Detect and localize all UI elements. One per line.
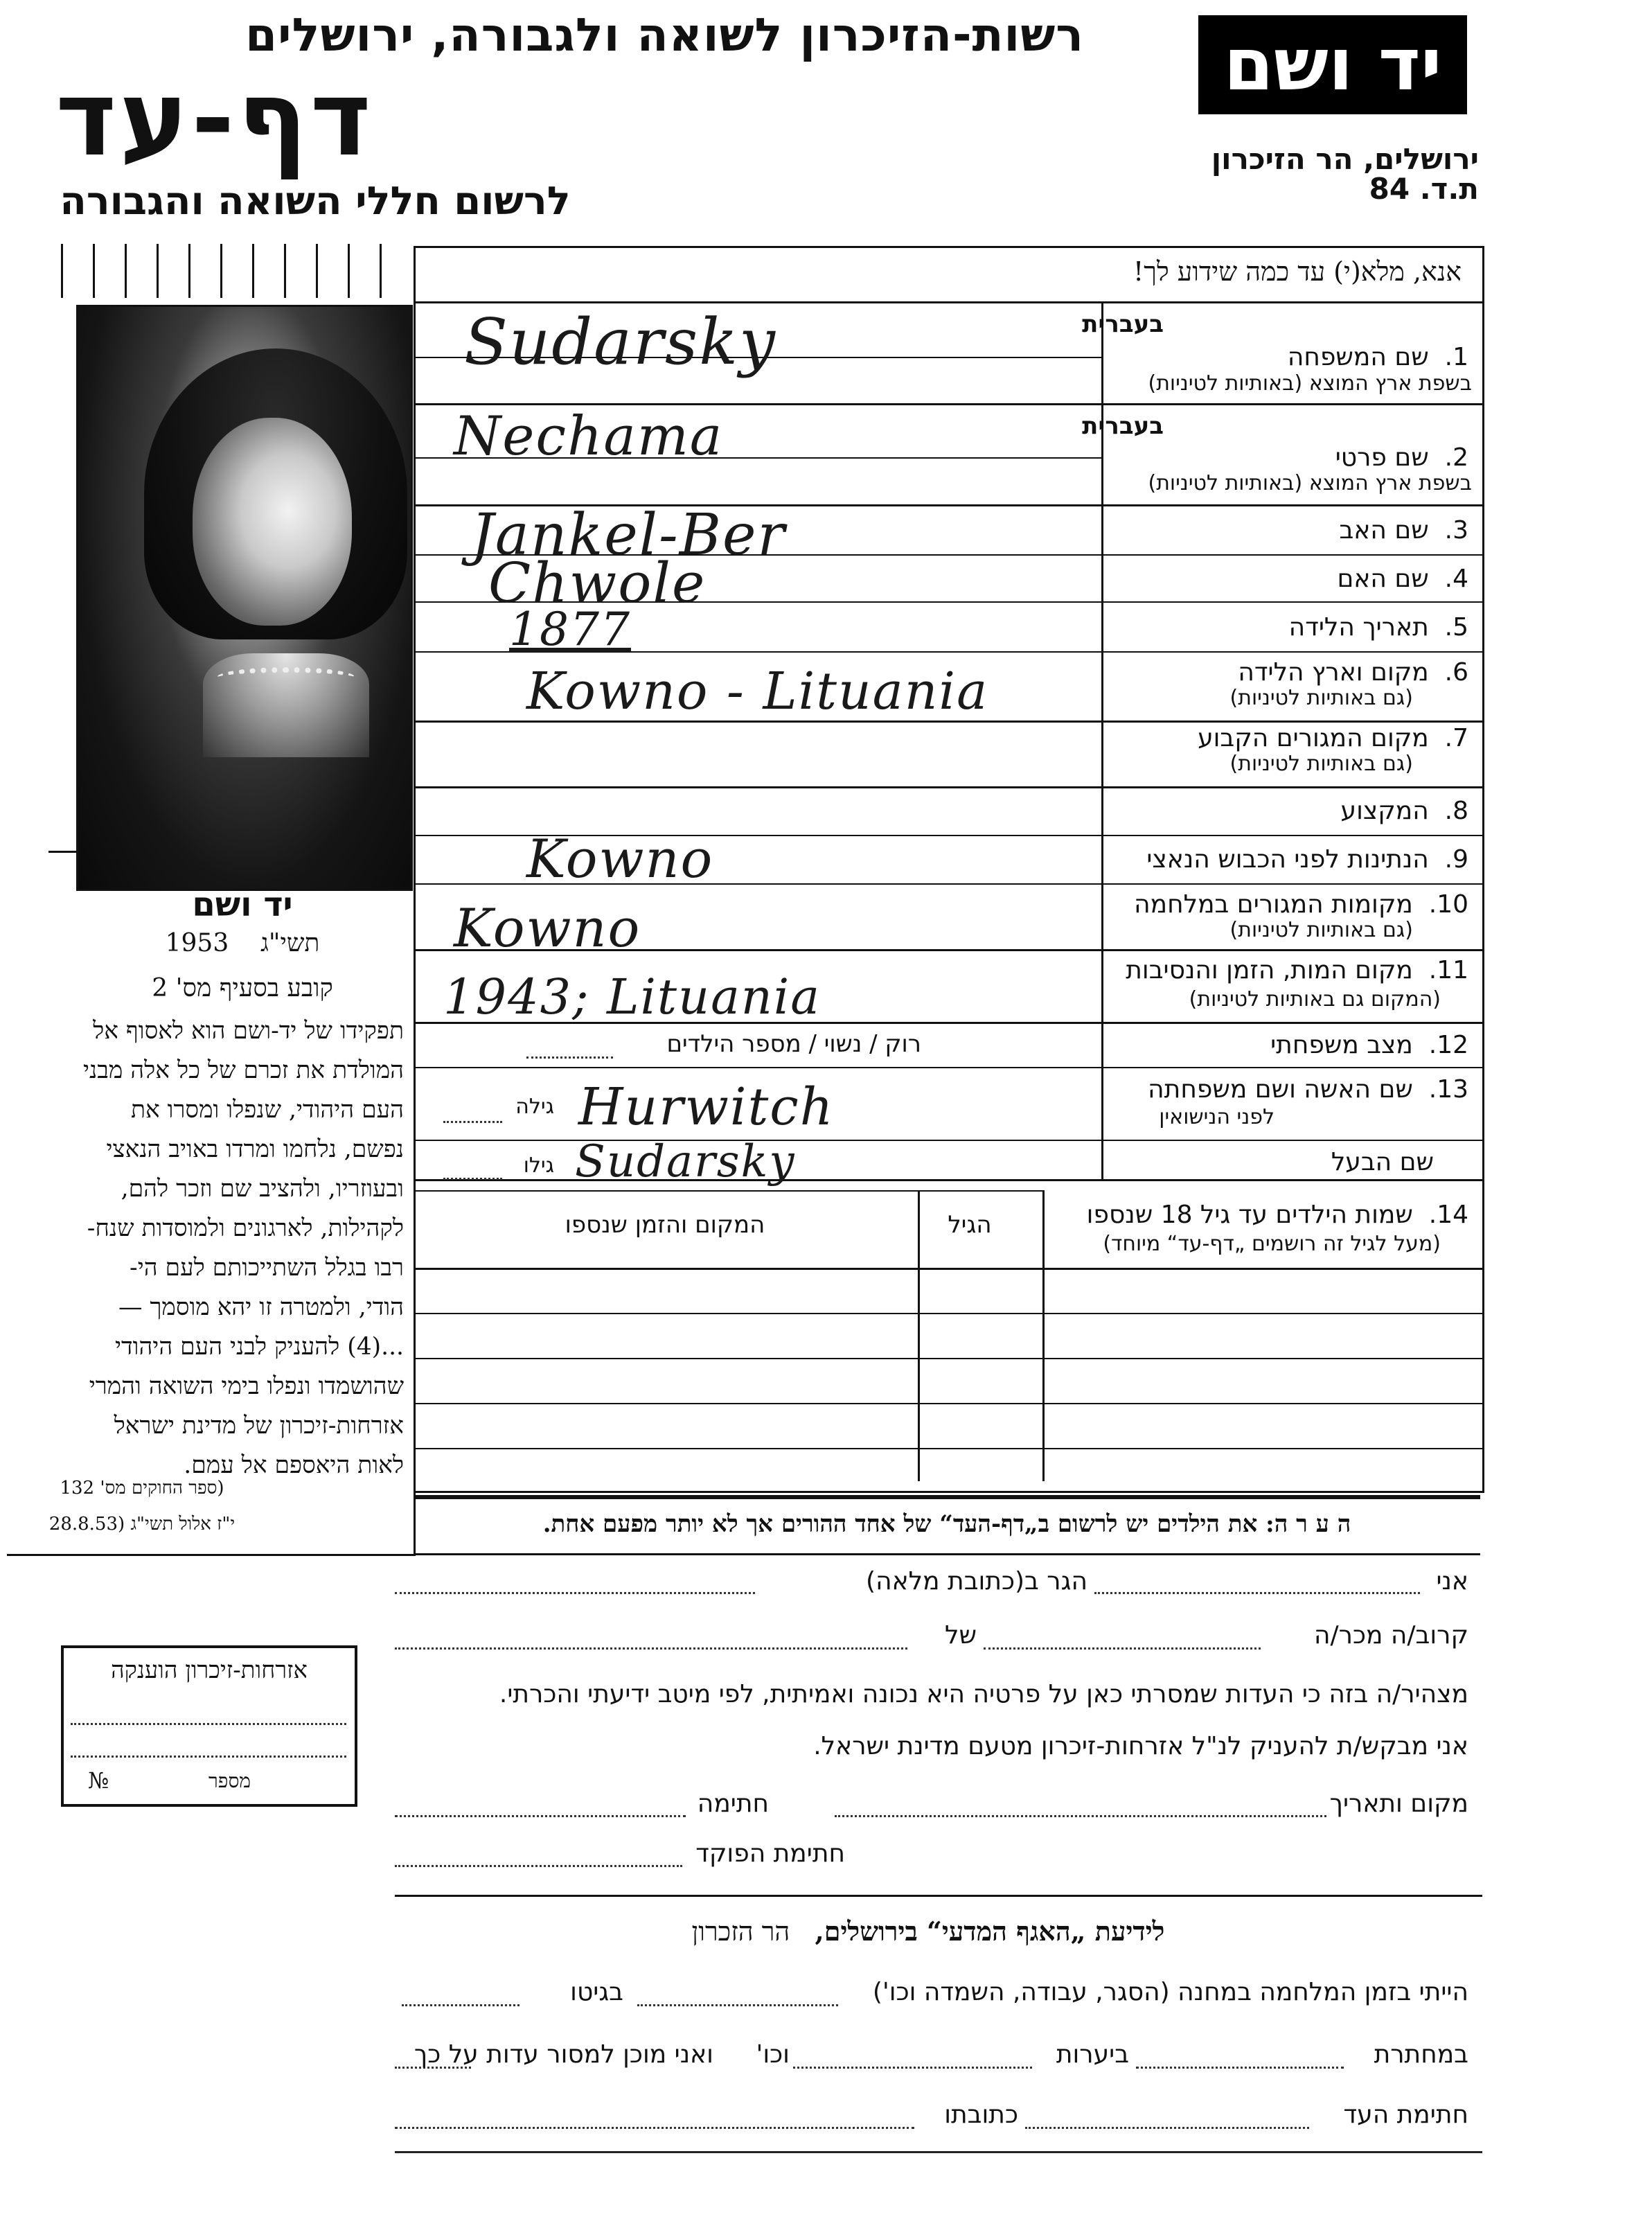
field-num: 7. xyxy=(1444,724,1468,752)
field-label-mother xyxy=(1108,565,1468,593)
relation-line xyxy=(984,1647,1261,1650)
etc-label: וכו' xyxy=(756,2040,790,2069)
law-line: שהושמדו ונפלו בימי השואה והמרי xyxy=(89,1372,404,1400)
field-label-wife xyxy=(1108,1075,1468,1104)
form-subtitle: לרשום חללי השואה והגבורה xyxy=(60,179,571,224)
field-sub: (גם באותיות לטיניות) xyxy=(1229,686,1413,710)
field-label: שם פרטי xyxy=(1335,443,1429,472)
field-num: 4. xyxy=(1444,565,1468,593)
field-label: שם האשה ושם משפחתה xyxy=(1148,1075,1413,1104)
field-num: 10. xyxy=(1428,890,1468,919)
value-wife: Hurwitch xyxy=(578,1077,835,1137)
value-birthdate: 1877 xyxy=(509,603,631,656)
field-sub: (המקום גם באותיות לטיניות) xyxy=(1189,987,1441,1011)
children-title xyxy=(1039,1201,1468,1229)
camp-text: הייתי בזמן המלחמה במחנה (הסגר, עבודה, השמדה וכו') xyxy=(872,1978,1468,2006)
field-label: המקצוע xyxy=(1340,797,1429,825)
field-label-citizenship xyxy=(1108,845,1468,874)
decl-ani: אני xyxy=(1436,1567,1468,1595)
wife-age-line xyxy=(443,1121,502,1123)
underground-label: במחתרת xyxy=(1374,2040,1468,2069)
value-death: 1943; Lituania xyxy=(443,969,821,1025)
signature-line xyxy=(395,1815,686,1817)
law-line: לאות היאספם אל עמם. xyxy=(184,1451,404,1479)
law-line: תפקידו של יד-ושם הוא לאסוף אל xyxy=(93,1017,404,1045)
field-label: שמות הילדים עד גיל 18 שנספו xyxy=(1086,1201,1413,1229)
law-line: ...(4) להעניק לבני העם היהודי xyxy=(114,1333,404,1361)
field-label-father xyxy=(1108,516,1468,545)
witness-address-label: כתובתו xyxy=(944,2101,1018,2129)
citizenship-title: אזרחות-זיכרון הוענקה xyxy=(111,1656,308,1684)
field-label: שם האם xyxy=(1337,565,1429,593)
seal-clause: קובע בסעיף מס' 2 xyxy=(152,974,333,1002)
field-label-marital xyxy=(1108,1031,1468,1059)
field-label-birthplace xyxy=(1108,658,1468,687)
note-box xyxy=(414,1495,1480,1555)
decl-statement: מצהיר/ה בזה כי העדות שמסרתי כאן על פרטיה היא נכונה ואמיתית, לפי מיטב ידיעתי והכרתי. xyxy=(499,1680,1468,1708)
field-num: 5. xyxy=(1444,613,1468,642)
field-label-residence xyxy=(1108,724,1468,752)
form-title: דף-עד xyxy=(55,59,374,179)
field-label-firstname xyxy=(1108,443,1468,472)
law-line: רבו בגלל השתייכותם לעם הי- xyxy=(130,1254,404,1282)
instruction-text: אנא, מלא(י) עד כמה שידוע לך! xyxy=(1133,256,1462,287)
note-text: ה ע ר ה: את הילדים יש לרשום ב„דף-העד“ של אחד ההורים אך לא יותר מפעם אחת. xyxy=(542,1510,1351,1538)
value-surname: Sudarsky xyxy=(464,305,776,379)
value-husband: Sudarsky xyxy=(575,1136,796,1187)
citizenship-box xyxy=(61,1645,357,1807)
field-sub: לפני הנישואין xyxy=(1159,1105,1274,1129)
field-label-death xyxy=(1108,956,1468,984)
law-line: המולדת את זכרם של כל אלה מבני xyxy=(83,1056,404,1084)
field-sub: (גם באותיות לטיניות) xyxy=(1229,918,1413,942)
heading-dept: לידיעת „האגף המדעי“ בירושלים, xyxy=(815,1916,1165,1947)
field-num: 1. xyxy=(1444,343,1468,371)
heading-place: הר הזכרון xyxy=(691,1916,790,1947)
field-num: 2. xyxy=(1444,443,1468,472)
place-date-line xyxy=(835,1815,1326,1817)
address-line xyxy=(395,1592,755,1594)
children-sub: (מעל לגיל זה רושמים „דף-עד“ מיוחד) xyxy=(1103,1232,1441,1256)
value-father: Jankel-Ber xyxy=(471,502,786,568)
forest-line xyxy=(793,2067,1032,2069)
law-date: י"ז אלול תשי"ג (28.8.53 xyxy=(48,1514,236,1535)
children-count-line xyxy=(526,1056,613,1059)
age-label-husband: גילו xyxy=(523,1153,554,1178)
law-line: הודי, ולמטרה זו יהא מוסמך — xyxy=(118,1293,404,1321)
field-num: 6. xyxy=(1444,658,1468,687)
ghetto-label: בגיטו xyxy=(570,1978,623,2006)
field-sub: בשפת ארץ המוצא (באותיות לטיניות) xyxy=(1148,371,1472,396)
value-firstname: Nechama xyxy=(454,405,724,468)
number-sign: № xyxy=(88,1767,109,1794)
field-label: מצב משפחתי xyxy=(1270,1031,1413,1059)
decl-address-label: הגר ב(כתובת מלאה) xyxy=(866,1567,1087,1595)
field-label-surname xyxy=(1108,343,1468,371)
citizenship-number-label: מספר xyxy=(208,1769,251,1792)
field-num: 13. xyxy=(1428,1075,1468,1104)
value-birthplace: Kowno - Lituania xyxy=(526,662,989,721)
law-book: (ספר החוקים מס' 132 xyxy=(60,1478,224,1498)
camp-line xyxy=(637,2004,838,2006)
officer-line xyxy=(395,1865,682,1867)
decl-request: אני מבקש/ת להעניק לנ"ל אזרחות-זיכרון מטעם מדינת ישראל. xyxy=(813,1732,1468,1760)
forest-label: ביערות xyxy=(1056,2040,1129,2069)
portrait-photo xyxy=(76,305,413,891)
field-label-birthdate xyxy=(1108,613,1468,642)
law-line: העם היהודי, שנפלו ומסרו את xyxy=(130,1096,404,1124)
age-label-wife: גילה xyxy=(515,1095,554,1119)
logo-text: יד ושם xyxy=(1223,22,1442,107)
decl-place-date: מקום ותאריך xyxy=(1329,1789,1468,1818)
clip-marks xyxy=(61,244,393,298)
field-num: 12. xyxy=(1428,1031,1468,1059)
field-num: 8. xyxy=(1444,797,1468,825)
ghetto-line xyxy=(402,2004,519,2006)
law-line: אזרחות-זיכרון של מדינת ישראל xyxy=(114,1412,404,1440)
field-label: מקום המות, הזמן והנסיבות xyxy=(1126,956,1413,984)
photo-face xyxy=(193,418,352,626)
decl-of: של xyxy=(945,1621,977,1650)
field-label-husband: שם הבעל xyxy=(1331,1148,1434,1176)
field-num: 14. xyxy=(1428,1201,1468,1229)
children-col-age: הגיל xyxy=(948,1211,992,1239)
value-war-residence: Kowno xyxy=(454,897,641,959)
field-label: שם האב xyxy=(1339,516,1429,545)
field-label: מקום המגורים הקבוע xyxy=(1198,724,1429,752)
witness-signature-line xyxy=(1025,2127,1309,2129)
science-dept-heading xyxy=(443,1916,1413,1947)
testimony-label: ואני מוכן למסור עדות על כך xyxy=(414,2040,713,2069)
field-label: שם המשפחה xyxy=(1287,343,1429,371)
field-label: מקום וארץ הלידה xyxy=(1238,658,1429,687)
witness-signature-label: חתימת העד xyxy=(1343,2101,1468,2129)
law-line: לקהילות, לארגונים ולמוסדות שנח- xyxy=(87,1214,404,1242)
field-num: 11. xyxy=(1428,956,1468,984)
field-num: 3. xyxy=(1444,516,1468,545)
field-label-profession xyxy=(1108,797,1468,825)
seal-title: יד ושם xyxy=(192,885,293,924)
field-label: תאריך הלידה xyxy=(1288,613,1429,642)
value-mother: Chwole xyxy=(488,551,707,615)
authority-title: רשות-הזיכרון לשואה ולגבורה, ירושלים xyxy=(245,8,1084,62)
husband-age-line xyxy=(443,1178,502,1180)
yad-vashem-logo xyxy=(1198,15,1467,114)
children-col-place: המקום והזמן שנספו xyxy=(565,1211,765,1239)
seal-year-hebrew: תשי"ג xyxy=(260,929,320,957)
address-line-2: ת.ד. 84 xyxy=(1369,172,1479,206)
decl-officer: חתימת הפוקד xyxy=(695,1839,845,1868)
decl-signature: חתימה xyxy=(697,1789,769,1818)
field-label: מקומות המגורים במלחמה xyxy=(1134,890,1413,919)
address-line-1: ירושלים, הר הזיכרון xyxy=(1211,142,1479,176)
field-sub: בשפת ארץ המוצא (באותיות לטיניות) xyxy=(1148,471,1472,495)
hebrew-tag-2: בעברית xyxy=(1082,412,1164,440)
seal-year xyxy=(76,928,409,957)
photo-necklace xyxy=(217,667,355,688)
decl-relative: קרוב/ה מכר/ה xyxy=(1313,1621,1468,1650)
value-citizenship: Kowno xyxy=(526,828,714,890)
underground-line xyxy=(1136,2067,1344,2069)
of-line xyxy=(395,1647,907,1650)
law-line: ובעוזריו, ולהציב שם וזכר להם, xyxy=(121,1175,404,1203)
law-text xyxy=(12,1011,404,1485)
marital-options: רוק / נשוי / מספר הילדים xyxy=(666,1030,921,1058)
field-label-war-residence xyxy=(1108,890,1468,919)
field-num: 9. xyxy=(1444,845,1468,874)
hebrew-tag-1: בעברית xyxy=(1082,310,1164,338)
witness-address-line xyxy=(395,2127,914,2129)
law-line: נפשם, נלחמו ומרדו באויב הנאצי xyxy=(106,1135,404,1163)
field-label: הנתינות לפני הכבוש הנאצי xyxy=(1146,845,1429,874)
seal-year-number: 1953 xyxy=(165,929,229,957)
name-line xyxy=(1094,1592,1420,1594)
field-sub: (גם באותיות לטיניות) xyxy=(1229,752,1413,776)
